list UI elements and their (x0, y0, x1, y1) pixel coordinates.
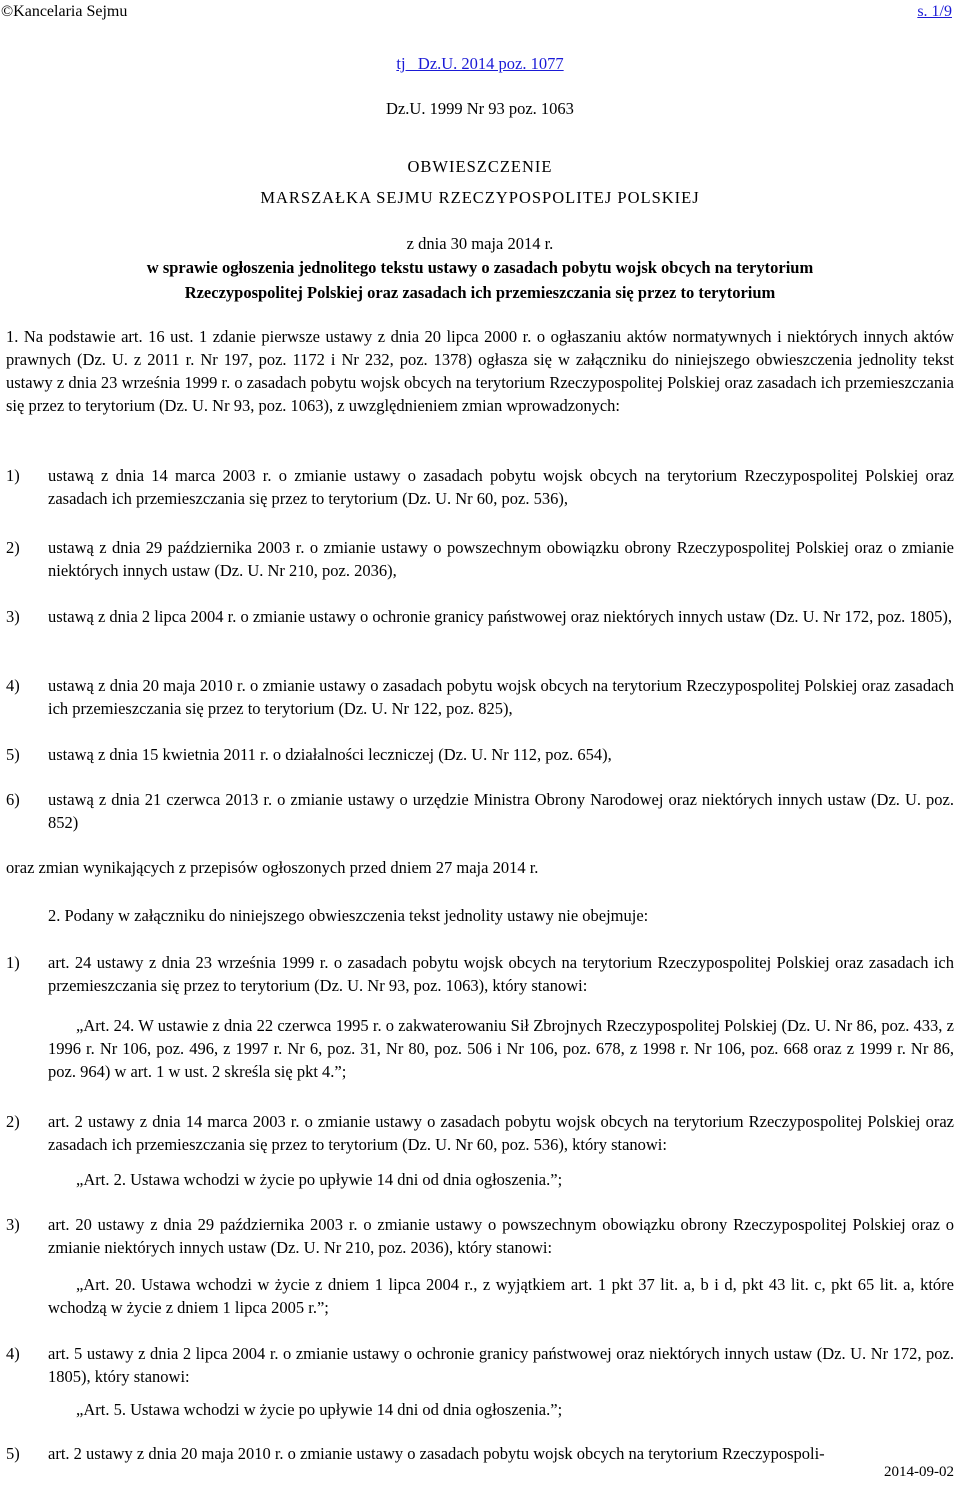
closing-line: oraz zmian wynikających z przepisów ogłoszonych przed dniem 27 maja 2014 r. (6, 858, 539, 877)
amendment-number: 6) (6, 790, 20, 809)
amendment-item (6, 536, 954, 582)
paragraph-2: 2. Podany w załączniku do niniejszego obwieszczenia tekst jednolity ustawy nie obejmuje: (48, 906, 649, 925)
copyright-label: ©Kancelaria Sejmu (1, 3, 128, 20)
subject-line2-text: Rzeczypospolitej Polskiej oraz zasadach ich przemieszczania się przez to terytorium (184, 283, 776, 302)
amendment-item (6, 605, 954, 628)
exclusion-quote: „Art. 24. W ustawie z dnia 22 czerwca 1995 r. o zakwaterowaniu Sił Zbrojnych Rzeczypospolitej Polskiej (Dz. U. Nr 86, poz. 433, z 1996 r. Nr 106, poz. 496, z 1997 r. Nr 6, poz. 31, Nr 80, poz. 506 i Nr 106, poz. 678, z 1998 r. Nr 106, poz. 668 oraz z 1999 r. Nr 86, poz. 964) w art. 1 w ust. 2 skreśla się pkt 4.”; (48, 1016, 954, 1081)
exclusion-item (6, 1442, 954, 1465)
exclusion-item (6, 1342, 954, 1388)
exclusion-item (6, 1213, 954, 1259)
exclusion-quote: „Art. 5. Ustawa wchodzi w życie po upływie 14 dni od dnia ogłoszenia.”; (76, 1400, 563, 1419)
amendment-text: ustawą z dnia 15 kwietnia 2011 r. o działalności leczniczej (Dz. U. Nr 112, poz. 654), (48, 745, 612, 764)
subject-line1-text: w sprawie ogłoszenia jednolitego tekstu ustawy o zasadach pobytu wojsk obcych na terytorium (146, 258, 814, 277)
amendment-item (6, 788, 954, 834)
document-heading-authority: MARSZAŁKA SEJMU RZECZYPOSPOLITEJ POLSKIEJ (260, 188, 700, 207)
amendment-text: ustawą z dnia 29 października 2003 r. o zmianie ustawy o powszechnym obowiązku obrony Rzeczypospolitej Polskiej oraz o zmianie niektórych innych ustaw (Dz. U. Nr 210, poz. 2036), (48, 538, 954, 580)
amendment-number: 1) (6, 466, 20, 485)
amendment-item (6, 674, 954, 720)
amendment-text: ustawą z dnia 14 marca 2003 r. o zmianie ustawy o zasadach pobytu wojsk obcych na terytorium Rzeczypospolitej Polskiej oraz zasadach ich przemieszczania się przez to terytorium (Dz. U. Nr 60, poz. 536), (48, 466, 954, 508)
amendment-item (6, 743, 954, 766)
page-number-link[interactable]: s. 1/9 (917, 3, 952, 20)
reference-tj-link[interactable]: tj Dz.U. 2014 poz. 1077 (396, 54, 564, 73)
document-subject-line1 (0, 256, 960, 279)
exclusion-quote: „Art. 2. Ustawa wchodzi w życie po upływie 14 dni od dnia ogłoszenia.”; (76, 1170, 563, 1189)
exclusion-text: art. 24 ustawy z dnia 23 września 1999 r. o zasadach pobytu wojsk obcych na terytorium Rzeczypospolitej Polskiej oraz zasadach ich przemieszczania się przez to terytorium (Dz. U. Nr 93, poz. 1063), który stanowi: (48, 953, 954, 995)
document-heading: OBWIESZCZENIE (407, 157, 553, 176)
document-subject-line2 (0, 281, 960, 304)
exclusion-quote: „Art. 20. Ustawa wchodzi w życie z dniem 1 lipca 2004 r., z wyjątkiem art. 1 pkt 37 lit. a, b i d, pkt 43 lit. c, pkt 65 lit. a, które wchodzą w życie z dniem 1 lipca 2005 r.”; (48, 1275, 954, 1317)
exclusion-text: art. 5 ustawy z dnia 2 lipca 2004 r. o zmianie ustawy o ochronie granicy państwowej oraz niektórych innych ustaw (Dz. U. Nr 172, poz. 1805), który stanowi: (48, 1344, 954, 1386)
amendment-number: 3) (6, 607, 20, 626)
reference-tj (0, 52, 960, 75)
reference-original: Dz.U. 1999 Nr 93 poz. 1063 (386, 99, 574, 118)
amendment-number: 4) (6, 676, 20, 695)
exclusion-number: 3) (6, 1215, 20, 1234)
exclusion-number: 4) (6, 1344, 20, 1363)
exclusion-number: 2) (6, 1112, 20, 1131)
exclusion-number: 1) (6, 953, 20, 972)
amendment-number: 2) (6, 538, 20, 557)
amendment-item (6, 464, 954, 510)
amendment-text: ustawą z dnia 21 czerwca 2013 r. o zmianie ustawy o urzędzie Ministra Obrony Narodowej oraz niektórych innych ustaw (Dz. U. poz. 852) (48, 790, 954, 832)
amendment-text: ustawą z dnia 20 maja 2010 r. o zmianie ustawy o zasadach pobytu wojsk obcych na terytorium Rzeczypospolitej Polskiej oraz zasadach ich przemieszczania się przez to terytorium (Dz. U. Nr 122, poz. 825), (48, 676, 954, 718)
amendment-text: ustawą z dnia 2 lipca 2004 r. o zmianie ustawy o ochronie granicy państwowej oraz niektórych innych ustaw (Dz. U. Nr 172, poz. 1805), (48, 607, 953, 626)
exclusion-text: art. 2 ustawy z dnia 14 marca 2003 r. o zmianie ustawy o zasadach pobytu wojsk obcych na terytorium Rzeczypospolitej Polskiej oraz zasadach ich przemieszczania się przez to terytorium (Dz. U. Nr 60, poz. 536), który stanowi: (48, 1112, 954, 1154)
exclusion-text: art. 20 ustawy z dnia 29 października 2003 r. o zmianie ustawy o powszechnym obowiązku obrony Rzeczypospolitej Polskiej oraz o zmianie niektórych innych ustaw (Dz. U. Nr 210, poz. 2036), który stanowi: (48, 1215, 954, 1257)
footer-date: 2014-09-02 (884, 1464, 954, 1480)
exclusion-item (6, 951, 954, 997)
exclusion-item (6, 1110, 954, 1156)
exclusion-text: art. 2 ustawy z dnia 20 maja 2010 r. o zmianie ustawy o zasadach pobytu wojsk obcych na terytorium Rzeczypospoli- (48, 1444, 825, 1463)
paragraph-1: 1. Na podstawie art. 16 ust. 1 zdanie pierwsze ustawy z dnia 20 lipca 2000 r. o ogłaszaniu aktów normatywnych i niektórych innych aktów prawnych (Dz. U. z 2011 r. Nr 197, poz. 1172 i Nr 232, poz. 1378) ogłasza się w załączniku do niniejszego obwieszczenia jednolity tekst ustawy z dnia 23 września 1999 r. o zasadach pobytu wojsk obcych na terytorium Rzeczypospolitej Polskiej oraz zasadach ich przemieszczania się przez to terytorium (Dz. U. Nr 93, poz. 1063), z uwzględnieniem zmian wprowadzonych: (6, 327, 954, 415)
amendment-number: 5) (6, 745, 20, 764)
page-header (0, 0, 960, 22)
document-date: z dnia 30 maja 2014 r. (406, 234, 554, 253)
exclusion-number: 5) (6, 1444, 20, 1463)
